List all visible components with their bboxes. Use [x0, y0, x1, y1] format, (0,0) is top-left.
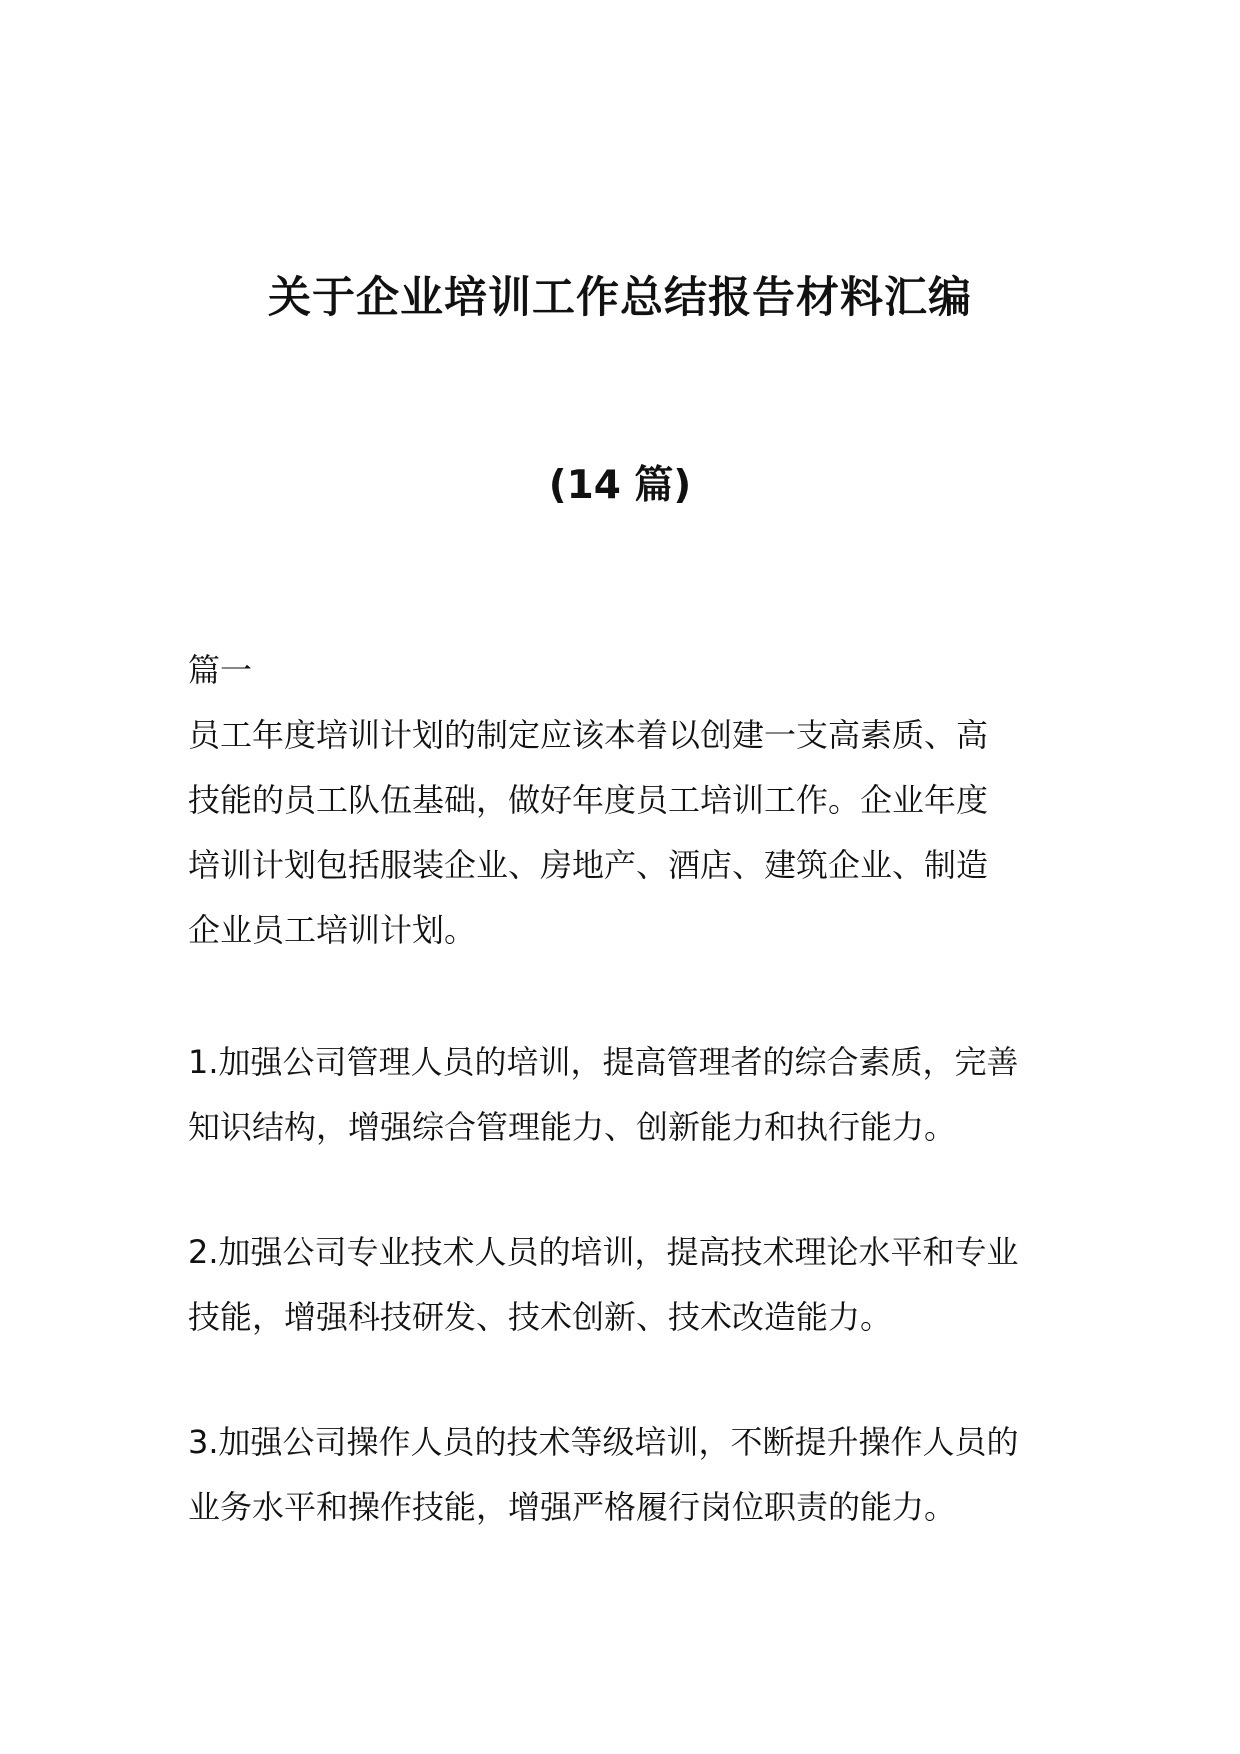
list-item-line: 业务水平和操作技能，增强严格履行岗位职责的能力。 [188, 1488, 957, 1526]
intro-line: 员工年度培训计划的制定应该本着以创建一支高素质、高 [188, 716, 989, 754]
intro-line: 技能的员工队伍基础，做好年度员工培训工作。企业年度 [188, 781, 989, 819]
section-label: 篇一 [188, 651, 253, 689]
intro-line: 培训计划包括服装企业、房地产、酒店、建筑企业、制造 [188, 846, 989, 884]
document-subtitle: (14 篇) [548, 463, 692, 508]
list-item-line: 3.加强公司操作人员的技术等级培训，不断提升操作人员的 [188, 1423, 1019, 1461]
list-item-2 [188, 1220, 1060, 1350]
list-item-line: 1.加强公司管理人员的培训，提高管理者的综合素质，完善 [188, 1043, 1019, 1081]
list-item-3 [188, 1410, 1060, 1540]
document-title: 关于企业培训工作总结报告材料汇编 [268, 273, 972, 323]
intro-paragraph [188, 703, 1060, 963]
list-item-1 [188, 1030, 1060, 1160]
intro-line: 企业员工培训计划。 [188, 911, 477, 949]
list-item-line: 知识结构，增强综合管理能力、创新能力和执行能力。 [188, 1108, 957, 1146]
list-item-line: 2.加强公司专业技术人员的培训，提高技术理论水平和专业 [188, 1233, 1019, 1271]
list-item-line: 技能，增强科技研发、技术创新、技术改造能力。 [188, 1298, 893, 1336]
